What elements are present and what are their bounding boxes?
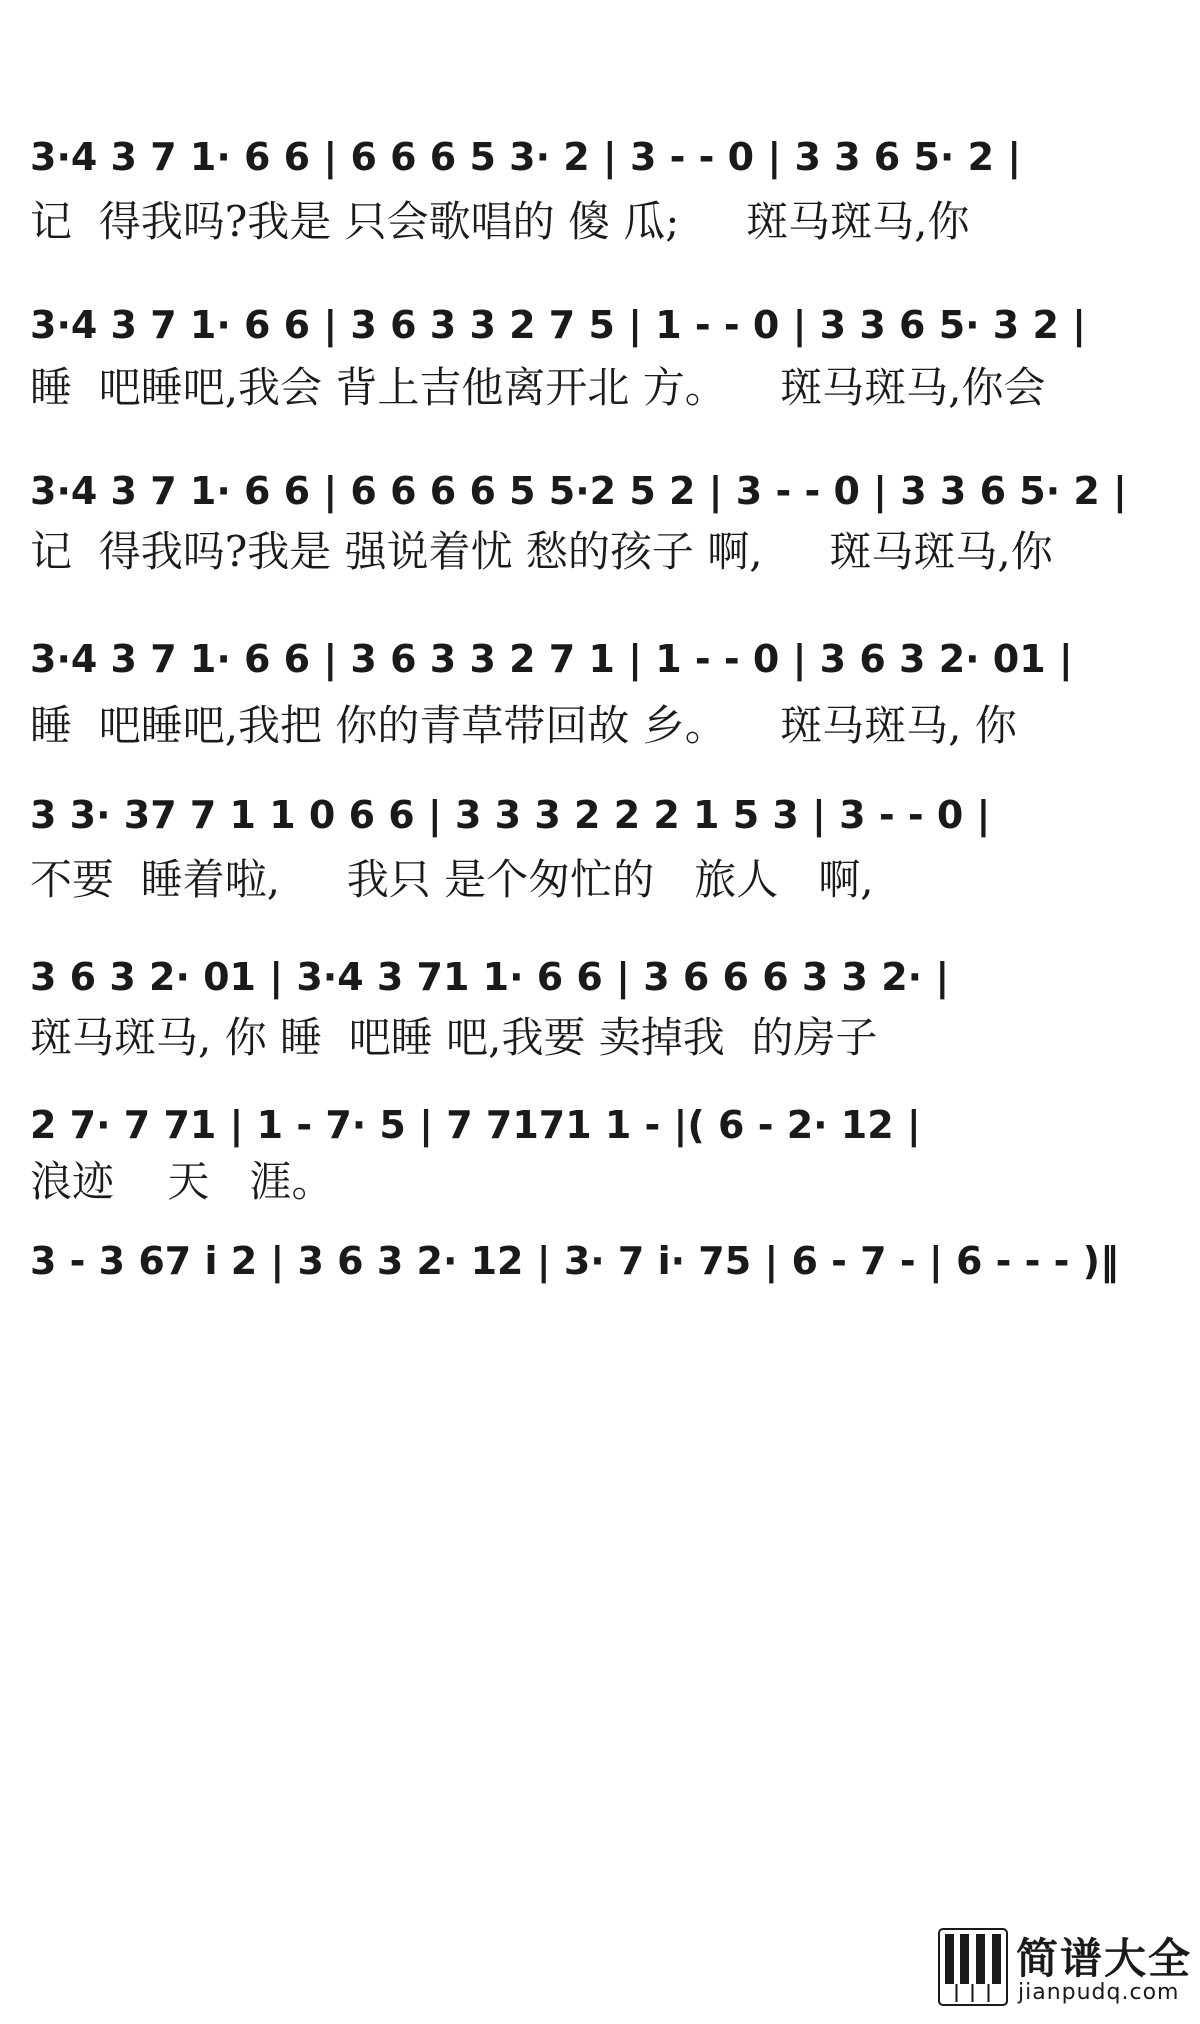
lyric-line: 睡 吧睡吧,我会 背上吉他离开北 方。 斑马斑马,你会 bbox=[30, 363, 1046, 412]
notation-text: 2 7· 7 71 | 1 - 7· 5 | 7 7171 1 - |( 6 - 2· 12 | bbox=[30, 1103, 921, 1147]
notation-text: 3·4 3 7 1· 6 6 | 3 6 3 3 2 7 5 | 1 - - 0 | 3 3 6 5· 3 2 | bbox=[30, 303, 1087, 347]
notation-line bbox=[30, 948, 1170, 1008]
site-watermark bbox=[938, 1926, 1193, 2010]
notation-line bbox=[30, 630, 1170, 690]
notation-line bbox=[30, 462, 1170, 522]
notation-line bbox=[30, 1232, 1170, 1292]
notation-line bbox=[30, 786, 1170, 846]
notation-text: 3·4 3 7 1· 6 6 | 6 6 6 5 3· 2 | 3 - - 0 | 3 3 6 5· 2 | bbox=[30, 135, 1022, 179]
notation-line bbox=[30, 128, 1170, 188]
lyric-line: 斑马斑马, 你 睡 吧睡 吧,我要 卖掉我 的房子 bbox=[30, 1013, 878, 1062]
piano-keys-icon bbox=[938, 1928, 1008, 2006]
notation-text: 3 6 3 2· 01 | 3·4 3 71 1· 6 6 | 3 6 6 6 3 3 2· | bbox=[30, 955, 950, 999]
lyric-line: 不要 睡着啦, 我只 是个匆忙的 旅人 啊, bbox=[30, 855, 874, 904]
lyric-line: 记 得我吗?我是 只会歌唱的 傻 瓜; 斑马斑马,你 bbox=[30, 197, 970, 246]
notation-text: 3 - 3 67 i 2 | 3 6 3 2· 12 | 3· 7 i· 75 | 6 - 7 - | 6 - - - )‖ bbox=[30, 1239, 1119, 1283]
notation-line bbox=[30, 1096, 1170, 1156]
lyric-line: 浪迹 天 涯。 bbox=[30, 1157, 334, 1206]
watermark-name: 简谱大全 bbox=[1016, 1934, 1193, 1983]
notation-line bbox=[30, 296, 1170, 356]
watermark-url: jianpudq.com bbox=[1018, 1980, 1180, 2005]
notation-text: 3·4 3 7 1· 6 6 | 3 6 3 3 2 7 1 | 1 - - 0 | 3 6 3 2· 01 | bbox=[30, 637, 1073, 681]
notation-text: 3·4 3 7 1· 6 6 | 6 6 6 6 5 5·2 5 2 | 3 - - 0 | 3 3 6 5· 2 | bbox=[30, 469, 1127, 513]
lyric-line: 记 得我吗?我是 强说着忧 愁的孩子 啊, 斑马斑马,你 bbox=[30, 527, 1053, 576]
notation-text: 3 3· 37 7 1 1 0 6 6 | 3 3 3 2 2 2 1 5 3 | 3 - - 0 | bbox=[30, 793, 991, 837]
lyric-line: 睡 吧睡吧,我把 你的青草带回故 乡。 斑马斑马, 你 bbox=[30, 701, 1017, 750]
